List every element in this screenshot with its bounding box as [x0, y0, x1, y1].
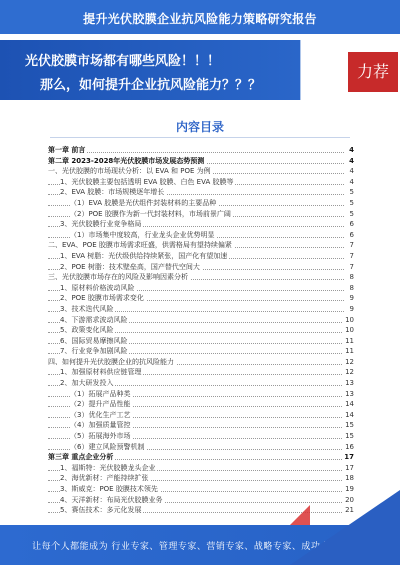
toc-entry-text: 5、政策变化风险: [60, 326, 114, 335]
toc-entry[interactable]: [48, 399, 354, 410]
toc-entry[interactable]: [48, 367, 354, 378]
toc-page-number: 8: [349, 273, 354, 282]
toc-entry[interactable]: [48, 251, 354, 262]
toc-page-number: 10: [345, 326, 354, 335]
toc-page-number: 17: [344, 453, 354, 462]
toc-divider: [50, 137, 350, 138]
toc-page-number: 19: [345, 485, 354, 493]
toc-entry-text: 6、国际贸易摩擦风险: [60, 336, 128, 345]
recommend-seal: 力荐: [348, 52, 398, 92]
toc-entry[interactable]: [48, 346, 354, 357]
toc-entry[interactable]: [48, 410, 354, 421]
toc-entry[interactable]: [48, 209, 354, 220]
toc-entry[interactable]: [48, 187, 354, 198]
toc-page-number: 5: [349, 198, 354, 207]
toc-entry-text: （1）EVA 胶膜是光伏组件封装材料的主要品种: [70, 198, 217, 207]
toc-entry-text: 3、光伏胶膜行业竞争格局: [60, 220, 142, 229]
toc-entry[interactable]: [48, 156, 354, 167]
toc-page-number: 14: [345, 410, 354, 419]
toc-entry-text: 四、如何提升光伏胶膜企业的抗风险能力: [48, 357, 174, 366]
toc-entry[interactable]: [48, 473, 354, 484]
toc-page-number: 6: [349, 220, 354, 229]
toc-entry-text: （3）优化生产工艺: [70, 410, 131, 419]
cover-banner: [0, 40, 400, 100]
toc-entry[interactable]: [48, 240, 354, 251]
toc-page-number: 12: [345, 368, 354, 377]
toc-entry-text: 1、福斯特：光伏胶膜龙头企业: [60, 463, 156, 472]
toc-entry[interactable]: [48, 145, 354, 156]
toc-page-number: 11: [345, 347, 354, 356]
toc-entry-text: 1、加强原材料供应链管理: [60, 368, 142, 377]
toc-page-number: 4: [349, 156, 354, 165]
toc-entry-text: 第三章 重点企业分析: [48, 453, 114, 462]
toc-entry-text: 二、EVA、POE 胶膜市场需求旺盛，供需格局有望持续偏紧: [48, 241, 232, 250]
toc-entry[interactable]: [48, 315, 354, 326]
toc-page-number: 21: [345, 506, 354, 515]
toc-entry[interactable]: [48, 420, 354, 431]
toc-page-number: 17: [345, 463, 354, 472]
toc-entry[interactable]: [48, 442, 354, 453]
toc-entry[interactable]: [48, 431, 354, 442]
toc-entry-text: （5）拓展海外市场: [70, 432, 131, 441]
toc-entry[interactable]: [48, 463, 354, 474]
toc-entry-text: （2）POE 胶膜作为新一代封装材料，市场前景广阔: [70, 209, 231, 218]
toc-entry[interactable]: [48, 198, 354, 209]
toc-page-number: 6: [349, 230, 354, 239]
toc-entry[interactable]: [48, 230, 354, 241]
toc-page-number: 5: [349, 209, 354, 218]
toc-entry[interactable]: [48, 378, 354, 389]
toc-entry-text: 第一章 前言: [48, 146, 86, 154]
toc-leader-dots: [48, 152, 344, 153]
toc-page-number: 4: [349, 177, 354, 186]
toc-page-number: 10: [345, 315, 354, 324]
banner-headline: 光伏胶膜市场都有哪些风险！！！: [25, 54, 221, 69]
toc-page-number: 7: [349, 251, 354, 260]
toc-entry-text: 2、EVA 胶膜：市场规模逐年增长: [60, 188, 165, 197]
toc-page-number: 4: [349, 146, 354, 154]
toc-entry[interactable]: [48, 304, 354, 315]
toc-entry-text: 4、下游需求波动风险: [60, 315, 128, 324]
toc-entry-text: 1、光伏胶膜主要包括透明 EVA 胶膜、白色 EVA 胶膜等: [60, 177, 234, 186]
toc-page-number: 16: [345, 442, 354, 451]
toc-page-number: 12: [345, 357, 354, 366]
toc-page-number: 4: [349, 167, 354, 176]
toc-entry-text: 1、EVA 树脂：光伏级供给持续紧张，国产化有望加速: [60, 251, 228, 260]
toc-page-number: 20: [345, 495, 354, 504]
toc-page-number: 9: [349, 304, 354, 313]
toc-entry[interactable]: [48, 452, 354, 463]
toc-entry-text: （6）建立风险预警机制: [70, 442, 145, 451]
toc-entry[interactable]: [48, 219, 354, 230]
toc-entry[interactable]: [48, 325, 354, 336]
toc-page-number: 13: [345, 389, 354, 398]
toc-entry-text: 一、光伏胶膜的市场现状分析：以 EVA 和 POE 为例: [48, 167, 211, 176]
toc-entry-text: 三、光伏胶膜市场存在的风险及影响因素分析: [48, 273, 188, 282]
report-title: 提升光伏胶膜企业抗风险能力策略研究报告: [83, 12, 317, 26]
toc-page-number: 18: [345, 474, 354, 483]
toc-entry[interactable]: [48, 177, 354, 188]
toc-page-number: 7: [349, 262, 354, 271]
toc-entry-text: 2、POE 树脂：技术壁垒高，国产替代空间大: [60, 262, 200, 271]
toc-entry[interactable]: [48, 389, 354, 400]
toc-entry-text: （1）拓展产品种类: [70, 389, 131, 398]
toc-entry-text: 2、加大研发投入: [60, 379, 114, 388]
toc-page-number: 5: [349, 188, 354, 197]
toc-entry-text: （4）加强质量管控: [70, 421, 131, 430]
toc-entry-text: 1、原材料价格波动风险: [60, 283, 135, 292]
toc-entry-text: 5、赛伍技术：多元化发展: [60, 506, 142, 515]
toc-entry[interactable]: [48, 283, 354, 294]
toc-entry-text: （1）市场集中度较高，行业龙头企业优势明显: [70, 230, 215, 239]
toc-page-number: 15: [345, 421, 354, 430]
toc-page-number: 14: [345, 400, 354, 409]
toc-entry-text: 3、斯威克：POE 胶膜技术领先: [60, 485, 158, 493]
toc-page-number: 8: [349, 283, 354, 292]
toc-entry-text: 2、海优新材：产能持续扩张: [60, 474, 149, 483]
toc-entry[interactable]: [48, 357, 354, 368]
toc-entry[interactable]: [48, 166, 354, 177]
toc-page-number: 7: [349, 241, 354, 250]
footer-slogan: 让每个人都能成为 行业专家、管理专家、营销专家、战略专家、成功企业家……: [32, 542, 368, 552]
toc-entry-text: 第二章 2023-2028年光伏胶膜市场发展态势预测: [48, 156, 205, 165]
banner-subheadline: 那么，如何提升企业抗风险能力？？？: [40, 78, 262, 93]
toc-entry-text: 2、POE 胶膜市场需求变化: [60, 294, 144, 303]
toc-entry-text: （2）提升产品性能: [70, 400, 131, 409]
toc-page-number: 11: [345, 336, 354, 345]
toc-entry[interactable]: [48, 293, 354, 304]
toc-page-number: 13: [345, 379, 354, 388]
toc-heading: 内容目录: [175, 120, 224, 134]
table-of-contents: [48, 145, 354, 516]
toc-page-number: 9: [349, 294, 354, 303]
toc-entry-text: 3、技术迭代风险: [60, 304, 114, 313]
toc-page-number: 15: [345, 432, 354, 441]
toc-entry-text: 7、行业竞争加剧风险: [60, 347, 128, 356]
report-header-bar: [0, 0, 400, 34]
toc-entry[interactable]: [48, 336, 354, 347]
toc-entry-text: 4、天洋新材：布局光伏胶膜业务: [60, 495, 163, 504]
toc-entry[interactable]: [48, 262, 354, 273]
toc-entry[interactable]: [48, 272, 354, 283]
